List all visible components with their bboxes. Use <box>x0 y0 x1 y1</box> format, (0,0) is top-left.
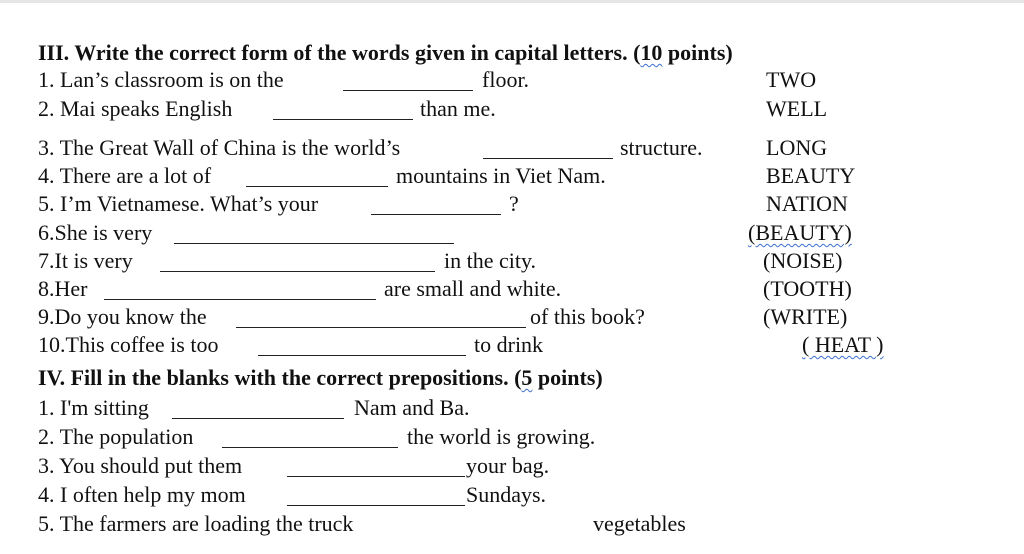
s3-item-4: 4. There are a lot of <box>38 163 212 188</box>
s3-item-6: 6.She is very <box>38 220 153 245</box>
s3-item-7-after: in the city. <box>444 248 537 273</box>
s4-blank-3[interactable] <box>287 476 465 477</box>
s3-item-5: 5. I’m Vietnamese. What’s your <box>38 191 319 216</box>
s4-item-4: 4. I often help my mom <box>38 482 246 507</box>
s4-item-5: 5. The farmers are loading the truck <box>38 511 354 536</box>
s4-item-3-after: your bag. <box>466 453 550 478</box>
s3-item-1-text: 1. Lan’s classroom is on the <box>38 67 284 92</box>
s3-blank-8[interactable] <box>104 299 376 300</box>
s3-word-9: (WRITE) <box>763 304 848 329</box>
s3-item-9-after-text: of this book? <box>530 304 645 329</box>
s3-blank-3[interactable] <box>483 158 613 159</box>
s3-item-2-after: than me. <box>420 96 496 121</box>
s3-blank-4[interactable] <box>246 186 388 187</box>
s3-item-2: 2. Mai speaks English <box>38 96 233 121</box>
s4-item-4-after: Sundays. <box>466 482 547 507</box>
s3-word-6-text: (BEAUTY) <box>748 220 852 245</box>
s3-item-1 <box>38 67 284 93</box>
s3-word-6 <box>748 220 852 246</box>
s3-word-5: NATION <box>766 191 848 216</box>
s3-word-4: BEAUTY <box>766 163 856 188</box>
section-4-heading <box>38 365 603 391</box>
s4-blank-1[interactable] <box>172 418 344 419</box>
s3-blank-1[interactable] <box>343 90 473 91</box>
s3-word-10 <box>802 332 883 358</box>
s4-blank-2[interactable] <box>222 447 398 448</box>
s3-item-9-after <box>530 304 645 330</box>
s3-blank-2[interactable] <box>273 119 413 120</box>
s3-item-1-after: floor. <box>482 67 530 92</box>
s3-blank-9[interactable] <box>236 327 526 328</box>
s3-word-8: (TOOTH) <box>763 276 852 301</box>
section-3-points: 10 <box>640 40 663 65</box>
s3-item-10: 10.This coffee is too <box>38 332 219 357</box>
s4-item-1: 1. I'm sitting <box>38 395 149 420</box>
section-4-points: 5 <box>521 365 533 390</box>
s3-blank-5[interactable] <box>371 214 501 215</box>
s3-blank-10[interactable] <box>258 355 466 356</box>
s3-word-2: WELL <box>766 96 828 121</box>
s3-word-3: LONG <box>766 135 828 160</box>
s4-blank-4[interactable] <box>287 505 465 506</box>
s4-item-2: 2. The population <box>38 424 194 449</box>
s4-item-3: 3. You should put them <box>38 453 243 478</box>
s3-item-10-after: to drink <box>474 332 544 357</box>
s3-item-3-after: structure. <box>620 135 703 160</box>
window-top-border <box>0 0 1024 3</box>
s4-item-2-after: the world is growing. <box>407 424 596 449</box>
s3-word-7: (NOISE) <box>763 248 843 273</box>
s3-blank-7[interactable] <box>160 271 435 272</box>
section-4-heading-text: IV. Fill in the blanks with the correct prepositions. ( <box>38 365 522 390</box>
s3-item-9: 9.Do you know the <box>38 304 207 329</box>
s3-item-7: 7.It is very <box>38 248 133 273</box>
s3-item-5-after: ? <box>509 191 519 216</box>
section-4-heading-end: points) <box>532 365 603 390</box>
s3-word-10-text: ( HEAT ) <box>802 332 884 357</box>
s3-word-1: TWO <box>766 67 817 92</box>
s3-item-8-after: are small and white. <box>384 276 562 301</box>
s4-item-1-after: Nam and Ba. <box>354 395 470 420</box>
s3-blank-6[interactable] <box>174 243 454 244</box>
s3-item-8: 8.Her <box>38 276 88 301</box>
s3-item-3: 3. The Great Wall of China is the world’s <box>38 135 401 160</box>
section-3-heading-text: III. Write the correct form of the words given in capital letters. ( <box>38 40 641 65</box>
section-3-heading-end: points) <box>662 40 733 65</box>
s4-item-5-after: vegetables <box>593 511 686 536</box>
section-3-heading <box>38 40 733 66</box>
s3-item-4-after: mountains in Viet Nam. <box>396 163 606 188</box>
